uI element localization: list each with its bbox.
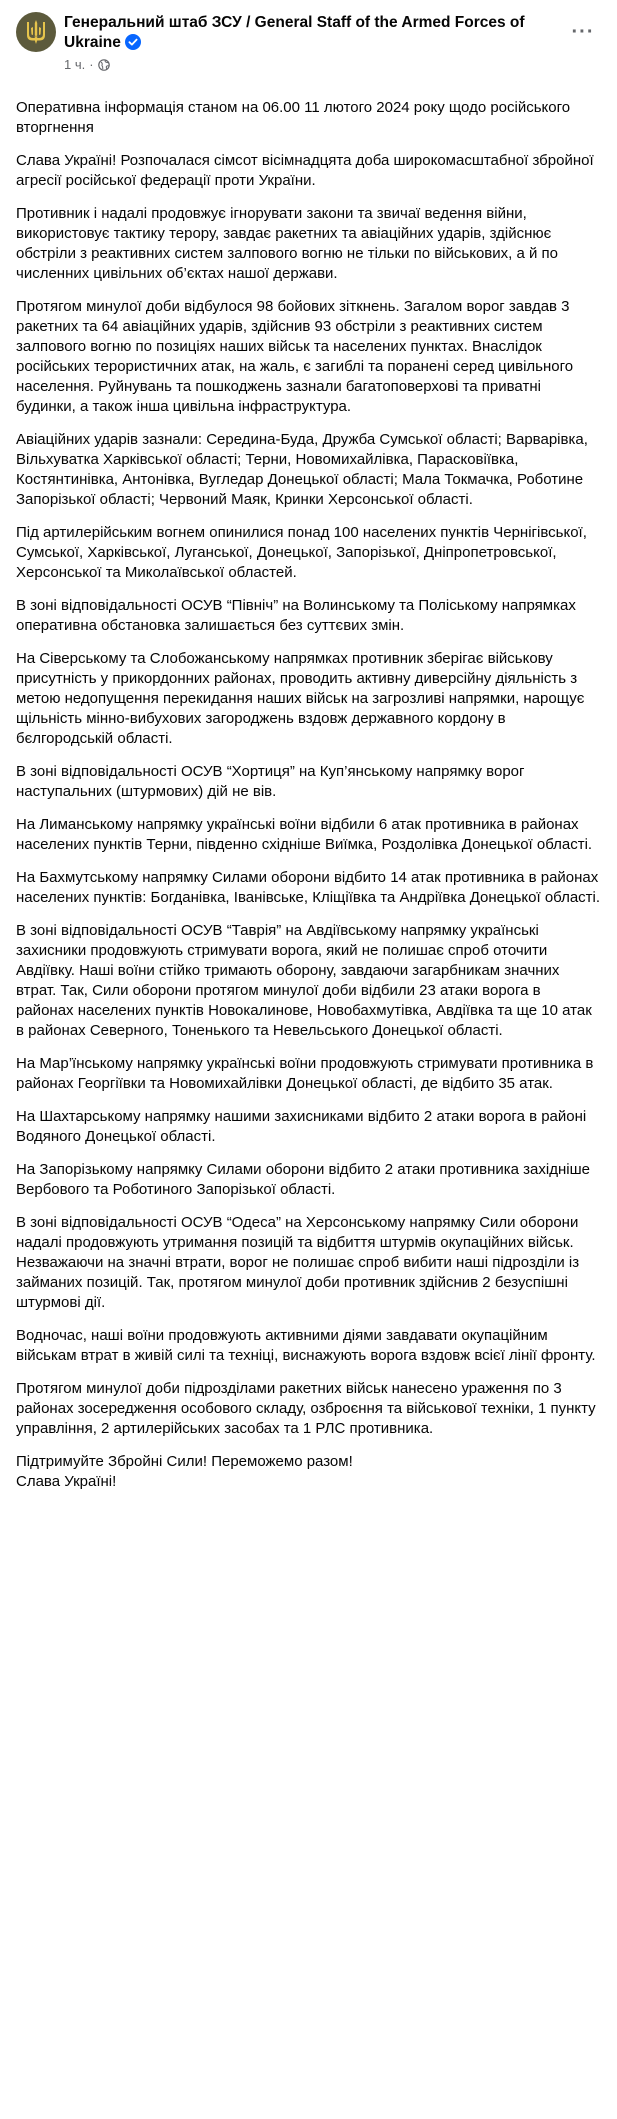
- post-timestamp[interactable]: 1 ч.: [64, 57, 86, 72]
- post-paragraph: Оперативна інформація станом на 06.00 11 лютого 2024 року щодо російського вторгнення: [16, 99, 571, 136]
- post-paragraph: В зоні відповідальності ОСУВ “Північ” на Волинському та Поліському напрямках оперативна обстановка залишається без суттєвих змін.: [16, 597, 576, 634]
- globe-icon[interactable]: [98, 59, 110, 71]
- post-paragraph: На Запорізькому напрямку Силами оборони відбито 2 атаки противника західніше Вербового та Роботиного Запорізької області.: [16, 1161, 590, 1198]
- page-name-link[interactable]: [64, 13, 565, 53]
- meta-separator: ·: [89, 57, 94, 72]
- page-name[interactable]: Генеральний штаб ЗСУ / General Staff of the Armed Forces of Ukraine: [64, 14, 525, 51]
- post-body: [16, 92, 601, 1492]
- post-paragraph: На Шахтарському напрямку нашими захисниками відбито 2 атаки ворога в районі Водяного Донецької області.: [16, 1108, 587, 1145]
- post-paragraph: На Мар’їнському напрямку українські воїни продовжують стримувати противника в районах Георгіївки та Новомихайлівки Донецької області, де відбито 35 атак.: [16, 1055, 594, 1092]
- post-paragraph: Під артилерійським вогнем опинилися понад 100 населених пунктів Чернігівської, Сумської, Харківської, Луганської, Донецької, Запорізької, Дніпропетровської, Херсонської та Миколаївської областей.: [16, 524, 587, 581]
- avatar[interactable]: [16, 12, 56, 52]
- header-text: [64, 12, 565, 73]
- more-options-button[interactable]: [565, 14, 601, 50]
- post-header: [16, 12, 601, 92]
- post-paragraph: В зоні відповідальності ОСУВ “Таврія” на Авдіївському напрямку українські захисники продовжують стримувати ворога, який не полишає спроб оточити Авдіївку. Наші воїни стійко тримають оборону, завдаючи загарбникам значних втрат. Так, Сили оборони протягом минулої доби відбили 23 атаки ворога в районах населених пунктів Новокалинове, Новобахмутівка, Авдіївка та ще 10 атак в районах Северного, Тоненького та Невельського Донецької області.: [16, 922, 592, 1039]
- post-paragraph: Протягом минулої доби підрозділами ракетних військ нанесено ураження по 3 районах зосередження особового складу, озброєння та військової техніки, 1 пункту управління, 2 артилерійських засобах та 1 РЛС противника.: [16, 1380, 596, 1437]
- post-paragraph: Авіаційних ударів зазнали: Середина-Буда, Дружба Сумської області; Варварівка, Вільхуватка Харківської області; Терни, Новомихайлівка, Парасковіївка, Костянтинівка, Антонівка, Вугледар Донецької області; Мала Токмачка, Роботине Запорізької області; Червоний Маяк, Кринки Херсонської області.: [16, 431, 588, 508]
- trident-icon: [24, 19, 48, 45]
- post-paragraph: Протягом минулої доби відбулося 98 бойових зіткнень. Загалом ворог завдав 3 ракетних та 64 авіаційних ударів, здійснив 93 обстріли з реактивних систем залпового вогню по позиціях наших військ та населених пунктах. Внаслідок російських терористичних атак, на жаль, є загиблі та поранені серед цивільного населення. Руйнувань та пошкоджень зазнали багатоповерхові та приватні будинки, а також інша цивільна інфраструктура.: [16, 298, 574, 415]
- more-dots-icon: ···: [571, 21, 595, 43]
- post-paragraph: В зоні відповідальності ОСУВ “Хортиця” на Куп’янському напрямку ворог наступальних (штурмових) дій не вів.: [16, 763, 525, 800]
- post-paragraph: На Бахмутському напрямку Силами оборони відбито 14 атак противника в районах населених пунктів: Богданівка, Іванівське, Кліщіївка та Андріївка Донецької області.: [16, 869, 601, 906]
- post-paragraph: Підтримуйте Збройні Сили! Переможемо разом! Слава Україні!: [16, 1453, 353, 1490]
- post-paragraph: Водночас, наші воїни продовжують активними діями завдавати окупаційним військам втрат в живій силі та техніці, виснажують ворога вздовж всієї лінії фронту.: [16, 1327, 596, 1364]
- post-paragraph: На Сіверському та Слобожанському напрямках противник зберігає військову присутність у прикордонних районах, проводить активну диверсійну діяльність з метою недопущення перекидання наших військ на загрозливі напрямки, нарощує щільність мінно-вибухових загороджень вздовж державного кордону в бєлгородській області.: [16, 650, 585, 747]
- post-meta: [64, 57, 565, 73]
- post-paragraph: В зоні відповідальності ОСУВ “Одеса” на Херсонському напрямку Сили оборони надалі продовжують утримання позицій та відбиття штурмів окупаційних військ. Незважаючи на значні втрати, ворог не полишає спроб вибити наші підрозділи із займаних позицій. Так, протягом минулої доби противник здійснив 2 безуспішні штурмові дії.: [16, 1214, 580, 1311]
- post-paragraph: Противник і надалі продовжує ігнорувати закони та звичаї ведення війни, використовує тактику терору, завдає ракетних та авіаційних ударів, здійснює обстріли з реактивних систем залпового вогню не тільки по військових, а й по численних цивільних об’єктах нашої держави.: [16, 205, 558, 282]
- post-paragraph: Слава Україні! Розпочалася сімсот вісімнадцята доба широкомасштабної збройної агресії російської федерації проти України.: [16, 152, 594, 189]
- verified-badge-icon: [125, 34, 141, 50]
- post-paragraph: На Лиманському напрямку українські воїни відбили 6 атак противника в районах населених пунктів Терни, південно східніше Виїмка, Роздолівка Донецької області.: [16, 816, 593, 853]
